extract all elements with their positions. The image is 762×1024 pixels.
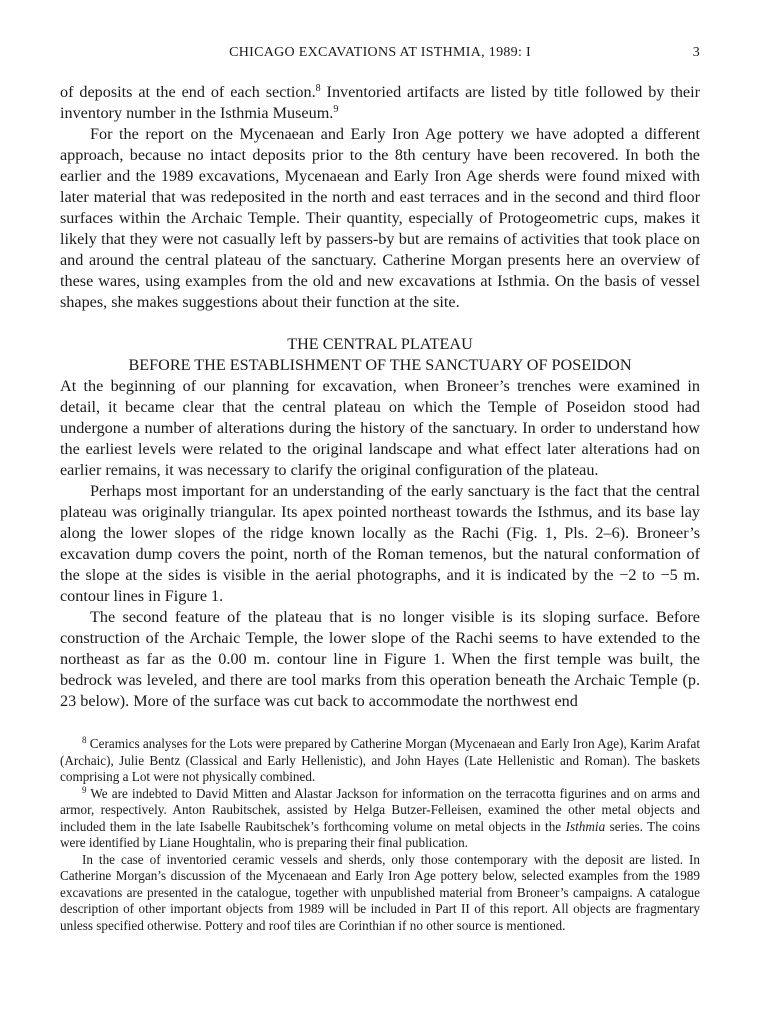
main-text: [60, 82, 700, 712]
footnote-9-paragraph-2: In the case of inventoried ceramic vessels and sherds, only those contemporary with the deposit are listed. In Catherine Morgan’s discussion of the Mycenaean and Early Iron Age pottery below, selected examples from the 1989 excavations are presented in the catalogue, together with unpublished material from Broneer’s campaigns. A catalogue description of other important objects from 1989 will be included in Part II of this report. All objects are fragmentary unless specified otherwise. Pottery and roof tiles are Corinthian if no other source is mentioned.: [60, 851, 700, 933]
footnote-8: [60, 736, 700, 786]
paragraph-1-part-b: Inventoried artifacts are listed by title followed by their inventory number in the Isthmia Museum.: [60, 83, 701, 122]
running-title: CHICAGO EXCAVATIONS AT ISTHMIA, 1989: I: [229, 45, 531, 60]
paragraph-2: For the report on the Mycenaean and Early Iron Age pottery we have adopted a different approach, because no intact deposits prior to the 8th century have been recovered. In both the earlier and the 1989 excavations, Mycenaean and Early Iron Age sherds were found mixed with later material that was redeposited in the north and east terraces and in the second and third floor surfaces within the Archaic Temple. Their quantity, especially of Protogeometric cups, makes it likely that they were not casually left by passers-by but are remains of activities that took place on and around the central plateau of the sanctuary. Catherine Morgan presents here an overview of these wares, using examples from the old and new excavations at Isthmia. On the basis of vessel shapes, she makes suggestions about their function at the site.: [60, 125, 700, 311]
section-heading-line-1: THE CENTRAL PLATEAU: [287, 335, 473, 353]
paragraph-1: [60, 82, 700, 124]
section-heading: [60, 334, 700, 376]
footnote-ref-9[interactable]: 9: [333, 104, 339, 115]
paragraph-4: Perhaps most important for an understanding of the early sanctuary is the fact that the central plateau was originally triangular. Its apex pointed northeast towards the Isthmus, and its base lay along the lower slopes of the ridge known locally as the Rachi (Fig. 1, Pls. 2–6). Broneer’s excavation dump covers the point, north of the Roman temenos, but the natural conformation of the slope at the sides is visible in the aerial photographs, and it is indicated by the −2 to −5 m. contour lines in Figure 1.: [60, 482, 700, 605]
document-page: [60, 44, 700, 934]
footnote-8-text: Ceramics analyses for the Lots were prepared by Catherine Morgan (Mycenaean and Early Iron Age), Karim Arafat (Archaic), Julie Bentz (Classical and Early Hellenistic), and John Hayes (Late Hellenistic and Roman). The baskets comprising a Lot were not physically combined.: [60, 736, 700, 784]
paragraph-5: The second feature of the plateau that is no longer visible is its sloping surface. Before construction of the Archaic Temple, the lower slope of the Rachi seems to have extended to the northeast as far as the 0.00 m. contour line in Figure 1. When the first temple was built, the bedrock was leveled, and there are tool marks from this operation beneath the Archaic Temple (p. 23 below). More of the surface was cut back to accommodate the northwest end: [60, 608, 700, 710]
footnote-9-text-b: series. The coins were identified by Liane Houghtalin, who is preparing their final publication.: [60, 818, 700, 850]
footnote-ref-8[interactable]: 8: [315, 83, 321, 94]
section-heading-line-2: BEFORE THE ESTABLISHMENT OF THE SANCTUARY OF POSEIDON: [128, 356, 632, 374]
page-number: 3: [692, 45, 700, 60]
footnote-9-italic-title: Isthmia: [565, 818, 606, 834]
footnote-9-text-a: We are indebted to David Mitten and Alastar Jackson for information on the terracotta figurines and on arms and armor, respectively. Anton Raubitschek, assisted by Helga Butzer-Felleisen, examined the other metal objects and included them in the late Isabelle Raubitschek’s forthcoming volume on metal objects in the: [60, 785, 700, 834]
footnote-9: [60, 786, 700, 852]
footnote-8-number: 8: [82, 735, 87, 745]
paragraph-1-part-a: of deposits at the end of each section.: [60, 83, 316, 101]
footnotes: [60, 736, 700, 934]
footnote-9-number: 9: [82, 784, 87, 795]
paragraph-3: At the beginning of our planning for excavation, when Broneer’s trenches were examined in detail, it became clear that the central plateau on which the Temple of Poseidon stood had undergone a number of alterations during the history of the sanctuary. In order to understand how the earliest levels were related to the original landscape and what effect later alterations had on earlier remains, it was necessary to clarify the original configuration of the plateau.: [60, 377, 700, 479]
running-header: [60, 44, 700, 62]
